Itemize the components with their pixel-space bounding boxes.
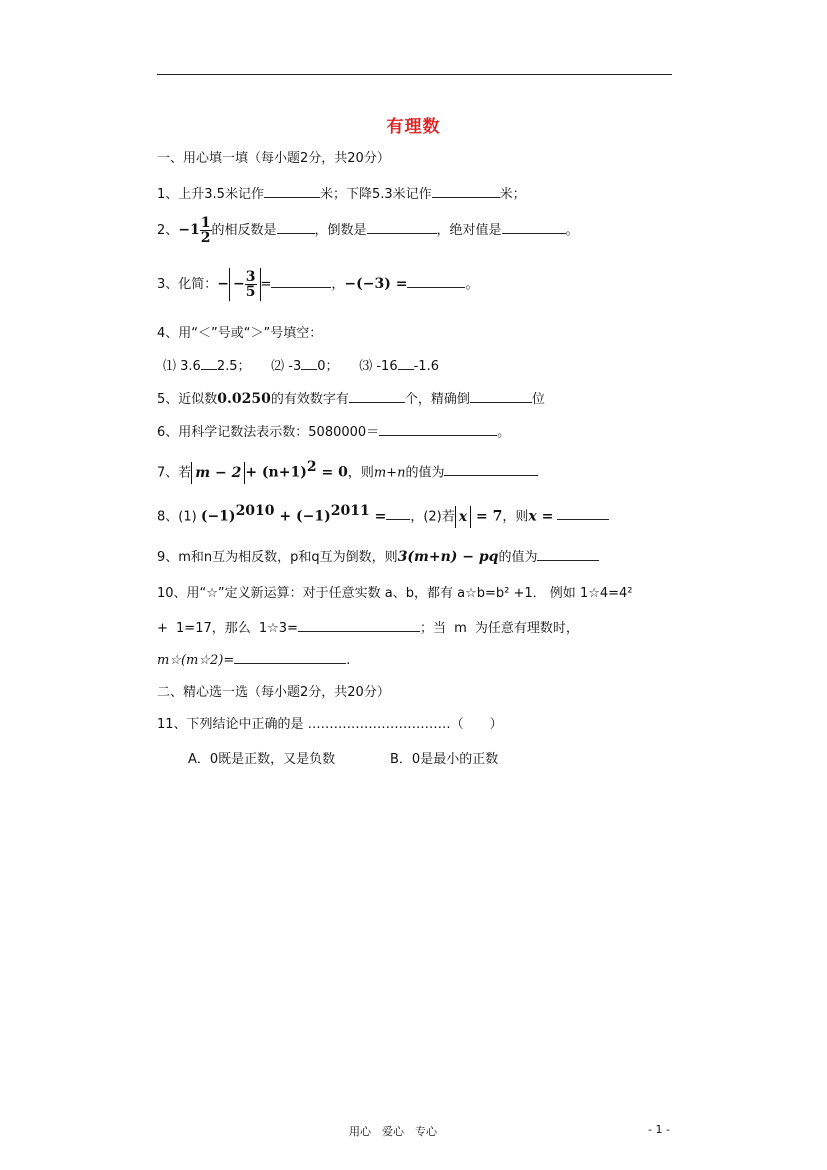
answer-blank[interactable] <box>271 275 331 288</box>
answer-blank[interactable] <box>557 507 609 520</box>
page-title: 有理数 <box>386 117 441 137</box>
page-number: - 1 - <box>648 1123 670 1136</box>
question-2: 2、−1 $\frac{1}{2}$ 的相反数是 ，倒数是 ，绝对值是 。 <box>157 215 579 246</box>
section-1-heading: 一、用心填一填（每小题2分，共20分） <box>157 151 390 166</box>
answer-blank[interactable] <box>444 463 538 476</box>
answer-blank[interactable] <box>386 507 410 520</box>
answer-blank[interactable] <box>367 221 437 234</box>
absolute-value: − $\frac{3}{5}$ <box>229 268 260 301</box>
answer-blank[interactable] <box>379 423 497 436</box>
footer-motto: 用心 爱心 专心 <box>349 1125 437 1138</box>
question-10-line-1: 10、用“☆”定义新运算：对于任意实数 a、b，都有 a☆b=b² +1． 例如 1☆4=4² <box>157 586 633 601</box>
absolute-value: x <box>455 506 471 528</box>
answer-blank[interactable] <box>301 357 317 370</box>
answer-blank[interactable] <box>298 619 420 632</box>
answer-blank[interactable] <box>264 185 320 198</box>
answer-blank[interactable] <box>277 221 315 234</box>
question-7: 7、若 $m - 2 + (n+1)^2 = 0$，则m+n的值为 <box>157 456 538 484</box>
answer-blank[interactable] <box>234 651 346 664</box>
answer-blank[interactable] <box>407 275 465 288</box>
answer-blank[interactable] <box>201 357 217 370</box>
section-2-heading: 二、精心选一选（每小题2分，共20分） <box>157 685 390 700</box>
question-4-parts: ⑴ 3.6 2.5； ⑵ -3 0； ⑶ -16 -1.6 <box>163 359 439 374</box>
answer-blank[interactable] <box>349 390 405 403</box>
question-10-line-3: m☆(m☆2)= . <box>157 653 351 668</box>
question-5: 5、近似数0.0250的有效数字有 个，精确倒 位 <box>157 391 545 407</box>
question-11: 11、下列结论中正确的是 ……………………………（ ） <box>157 717 503 732</box>
question-9: 9、m和n互为相反数，p和q互为倒数，则3(m+n) − pq的值为 <box>157 546 599 569</box>
absolute-value: m − 2 <box>191 462 245 484</box>
option-a[interactable]: A．0既是正数，又是负数 <box>188 752 336 767</box>
answer-blank[interactable] <box>537 548 599 561</box>
answer-blank[interactable] <box>432 185 500 198</box>
question-1: 1、上升3.5米记作 米；下降5.3米记作 米； <box>157 187 526 202</box>
answer-blank[interactable] <box>398 357 414 370</box>
header-rule <box>157 74 672 75</box>
question-4: 4、用“＜”号或“＞”号填空： <box>157 326 323 341</box>
fraction: $\frac{1}{2}$ <box>200 215 211 246</box>
answer-blank[interactable] <box>502 221 566 234</box>
question-6: 6、用科学记数法表示数：5080000＝ 。 <box>157 425 511 440</box>
question-8: 8、(1) $(-1)^{2010} + (-1)^{2011}$ = ，(2)若 x = 7，则x = <box>157 500 609 528</box>
answer-blank[interactable] <box>470 390 532 403</box>
option-b[interactable]: B．0是最小的正数 <box>390 752 499 767</box>
question-3: 3、化简：− − $\frac{3}{5}$ = ，−(−3) = 。 <box>157 269 479 300</box>
question-10-line-2: + 1=17，那么 1☆3= ；当 m 为任意有理数时， <box>157 621 579 636</box>
